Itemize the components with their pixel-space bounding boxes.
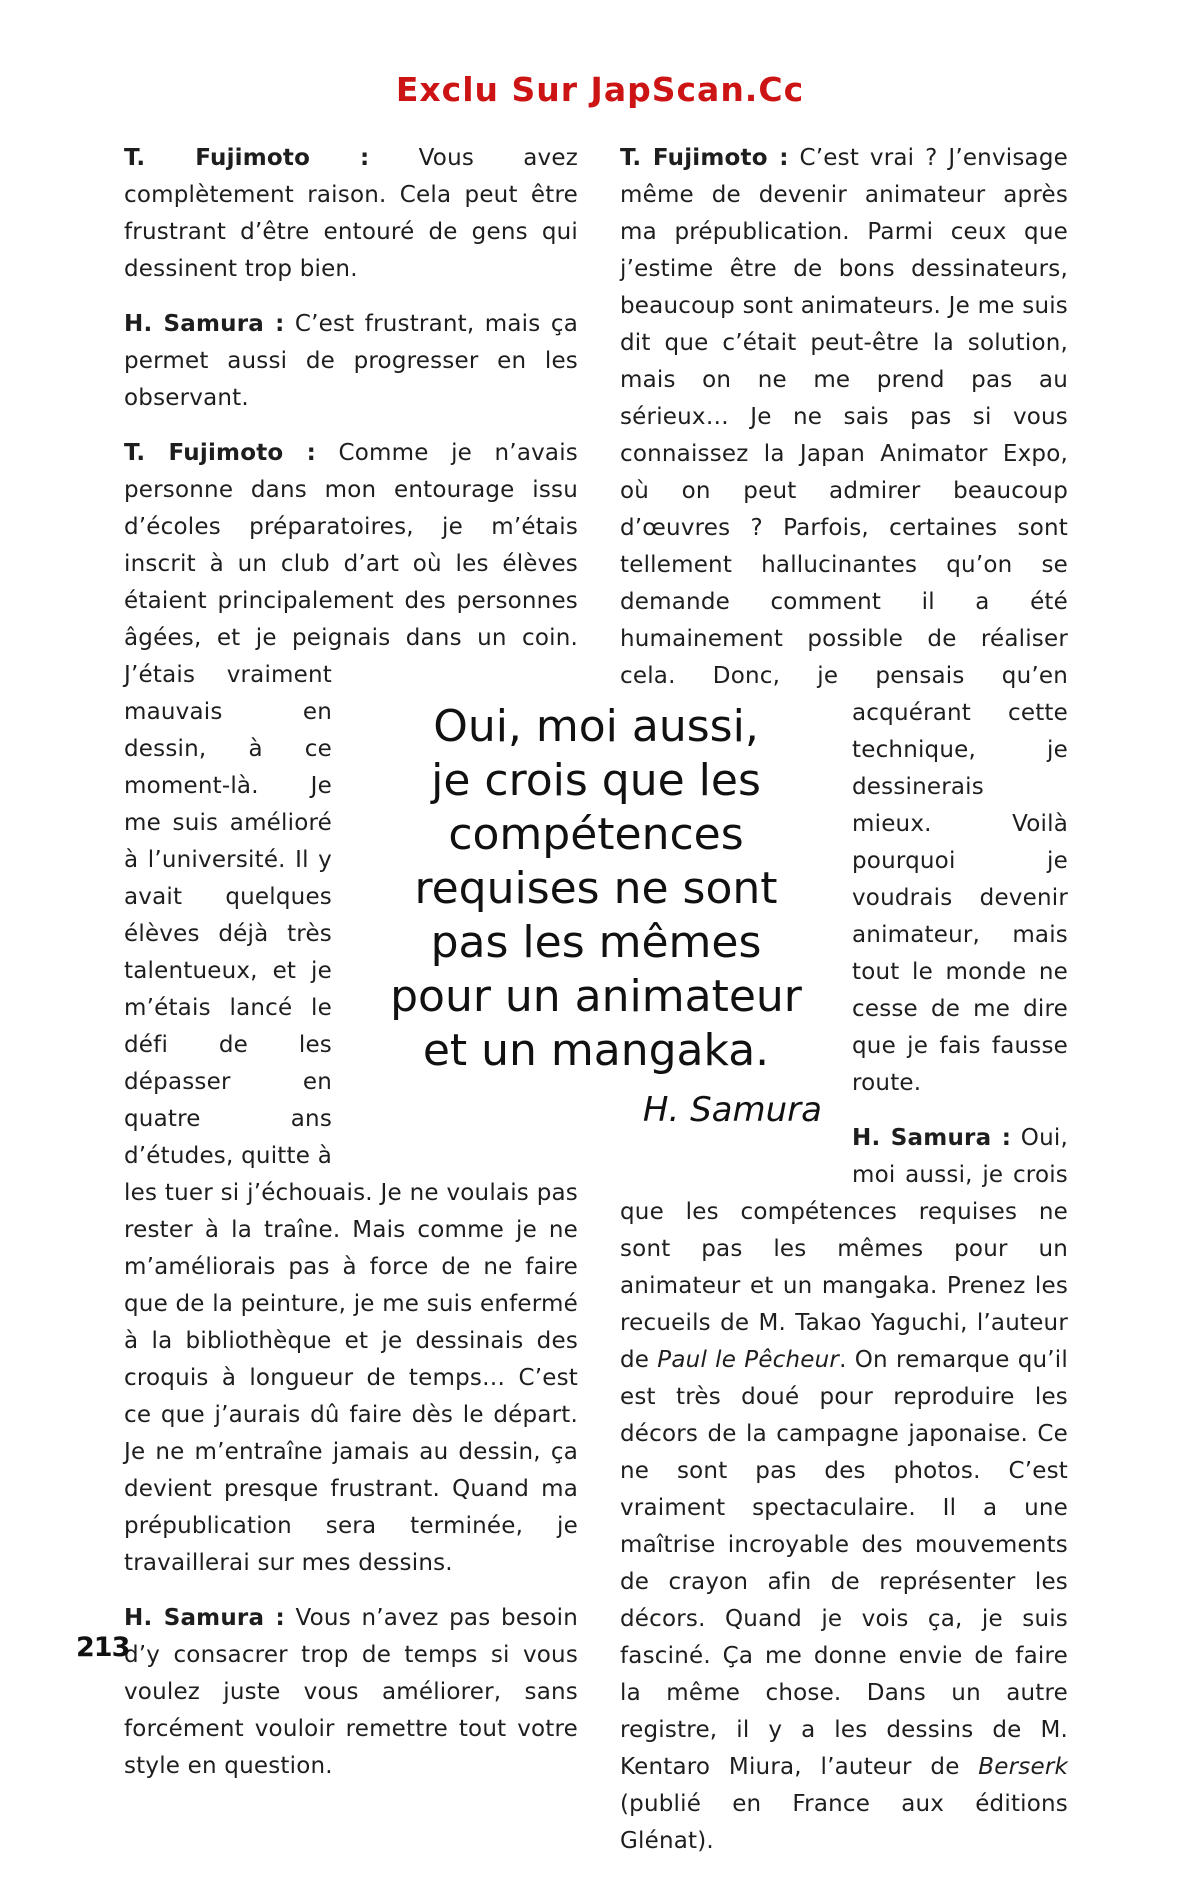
interview-paragraph	[620, 1120, 1068, 1860]
pull-quote-line: pas les mêmes	[430, 917, 762, 968]
paragraph-text: C’est frustrant, mais ça permet aussi de progresser en les observant.	[124, 311, 578, 411]
paragraph-text: Vous avez complètement raison. Cela peut être frustrant d’être entouré de gens qui dessinent trop bien.	[124, 145, 578, 282]
interview-paragraph	[124, 306, 578, 417]
watermark-header: Exclu Sur JapScan.Cc	[395, 70, 805, 109]
paragraph-text: C’est vrai ? J’envisage même de devenir animateur après ma prépublication. Parmi ceux que j’estime être de bons dessinateurs, beaucoup sont animateurs. Je me suis dit que c’était peut-être la solution, mais on ne me prend pas au sérieux… Je ne sais pas si vous connaissez la Japan Animator Expo, où on peut admirer beaucoup d’œuvres ? Parfois, certaines sont tellement hallucinantes qu’on se demande comment il a été humainement possible de réaliser cela. Donc, je pensais qu’en acquérant cette technique, je dessinerais mieux. Voilà pourquoi je voudrais devenir animateur, mais tout le monde ne cesse de me dire que je fais fausse route.	[620, 145, 1068, 1096]
speaker-name: T. Fujimoto :	[124, 145, 370, 171]
paragraph-text: (publié en France aux éditions Glénat).	[620, 1791, 1068, 1854]
speaker-name: H. Samura :	[852, 1125, 1012, 1151]
speaker-name: T. Fujimoto :	[124, 440, 316, 466]
speaker-name: T. Fujimoto :	[620, 145, 789, 171]
pull-quote-line: et un mangaka.	[422, 1025, 770, 1076]
pull-quote-author: H. Samura	[642, 1090, 822, 1130]
interview-paragraph	[124, 140, 578, 288]
work-title: Paul le Pêcheur	[657, 1347, 840, 1373]
pull-quote-line: compétences	[448, 809, 744, 860]
speaker-name: H. Samura :	[124, 311, 285, 337]
page-number: 213	[76, 1632, 130, 1663]
interview-paragraph	[124, 1600, 578, 1785]
pull-quote-line: requises ne sont	[414, 863, 778, 914]
work-title: Berserk	[978, 1754, 1068, 1780]
pull-quote	[386, 700, 806, 1078]
paragraph-text: . On remarque qu’il est très doué pour reproduire les décors de la campagne japonaise. Ce ne sont pas des photos. C’est vraiment spectaculaire. Il a une maîtrise incroyable des mouvements de crayon afin de représenter les décors. Quand je vois ça, je suis fasciné. Ça me donne envie de faire la même chose. Dans un autre registre, il y a les dessins de M. Kentaro Miura, l’auteur de	[620, 1347, 1068, 1780]
paragraph-text: Comme je n’avais personne dans mon entourage issu d’écoles préparatoires, je m’étais inscrit à un club d’art où les élèves étaient principalement des personnes âgées, et je peignais dans un coin. J’étais vraiment mauvais en dessin, à ce moment-là. Je me suis amélioré à l’université. Il y avait quelques élèves déjà très talentueux, et je m’étais lancé le défi de les dépasser en quatre ans d’études, quitte à les tuer si j’échouais. Je ne voulais pas rester à la traîne. Mais comme je ne m’améliorais pas à force de ne faire que de la peinture, je me suis enfermé à la bibliothèque et je dessinais des croquis à longueur de temps… C’est ce que j’aurais dû faire dès le départ. Je ne m’entraîne jamais au dessin, ça devient presque frustrant. Quand ma prépublication sera terminée, je travaillerai sur mes dessins.	[124, 440, 578, 1576]
pull-quote-line: Oui, moi aussi,	[433, 701, 759, 752]
paragraph-text: Vous n’avez pas besoin d’y consacrer trop de temps si vous voulez juste vous améliorer, sans forcément vouloir remettre tout votre style en question.	[124, 1605, 578, 1779]
speaker-name: H. Samura :	[124, 1605, 285, 1631]
pull-quote-line: pour un animateur	[390, 971, 802, 1022]
pull-quote-line: je crois que les	[431, 755, 761, 806]
paragraph-text: Oui, moi aussi, je crois que les compétences requises ne sont pas les mêmes pour un animateur et un mangaka. Prenez les recueils de M. Takao Yaguchi, l’auteur de	[620, 1125, 1068, 1373]
